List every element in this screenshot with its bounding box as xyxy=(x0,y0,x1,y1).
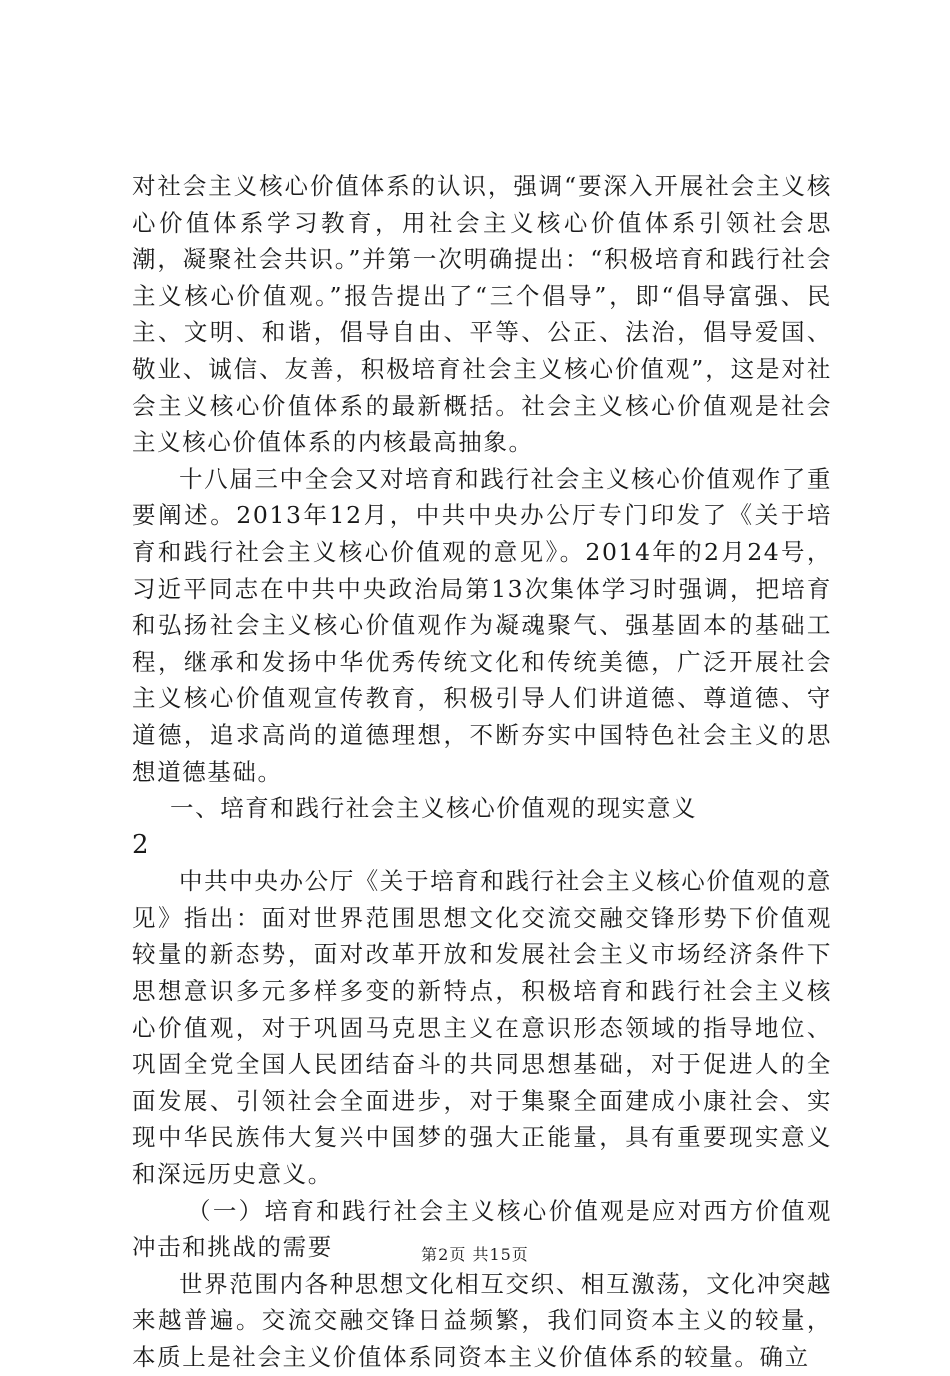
paragraph-general-office-opinion: 中共中央办公厅《关于培育和践行社会主义核心价值观的意见》指出：面对世界范围思想文化交流交融交锋形势下价值观较量的新态势，面对改革开放和发展社会主义市场经济条件下思想意识多元多样多变的新特点，积极培育和践行社会主义核心价值观，对于巩固马克思主义在意识形态领域的指导地位、巩固全党全国人民团结奋斗的共同思想基础，对于促进人的全面发展、引领社会全面进步，对于集聚全面建成小康社会、实现中华民族伟大复兴中国梦的强大正能量，具有重要现实意义和深远历史意义。 xyxy=(132,867,832,1189)
sub-heading-western-challenge: （一）培育和践行社会主义核心价值观是应对西方价值观冲击和挑战的需要 xyxy=(132,1196,832,1262)
page-footer: 第2页 共15页 xyxy=(421,1245,529,1264)
paragraph-core-values-summary: 对社会主义核心价值体系的认识，强调“要深入开展社会主义核心价值体系学习教育，用社会主义核心价值体系引领社会思潮，凝聚社会共识。”并第一次明确提出：“积极培育和践行社会主义核心价值观。”报告提出了“三个倡导”，即“倡导富强、民主、文明、和谐，倡导自由、平等、公正、法治，倡导爱国、敬业、诚信、友善，积极培育社会主义核心价值观”，这是对社会主义核心价值体系的最新概括。社会主义核心价值观是社会主义核心价值体系的内核最高抽象。 xyxy=(132,172,832,457)
paragraph-cultural-conflict: 世界范围内各种思想文化相互交织、相互激荡，文化冲突越来越普遍。交流交融交锋日益频繁，我们同资本主义的较量，本质上是社会主义价值体系同资本主义价值体系的较量。确立 xyxy=(132,1269,832,1371)
stray-number: 2 xyxy=(132,829,151,860)
paragraph-third-plenum: 十八届三中全会又对培育和践行社会主义核心价值观作了重要阐述。2013年12月，中共中央办公厅专门印发了《关于培育和践行社会主义核心价值观的意见》。2014年的2月24号，习近平同志在中共中央政治局第13次集体学习时强调，把培育和弘扬社会主义核心价值观作为凝魂聚气、强基固本的基础工程，继承和发扬中华优秀传统文化和传统美德，广泛开展社会主义核心价值观宣传教育，积极引导人们讲道德、尊道德、守道德，追求高尚的道德理想，不断夯实中国特色社会主义的思想道德基础。 xyxy=(132,464,832,786)
section-heading-significance: 一、培育和践行社会主义核心价值观的现实意义 xyxy=(170,794,698,823)
document-body xyxy=(132,168,832,1376)
